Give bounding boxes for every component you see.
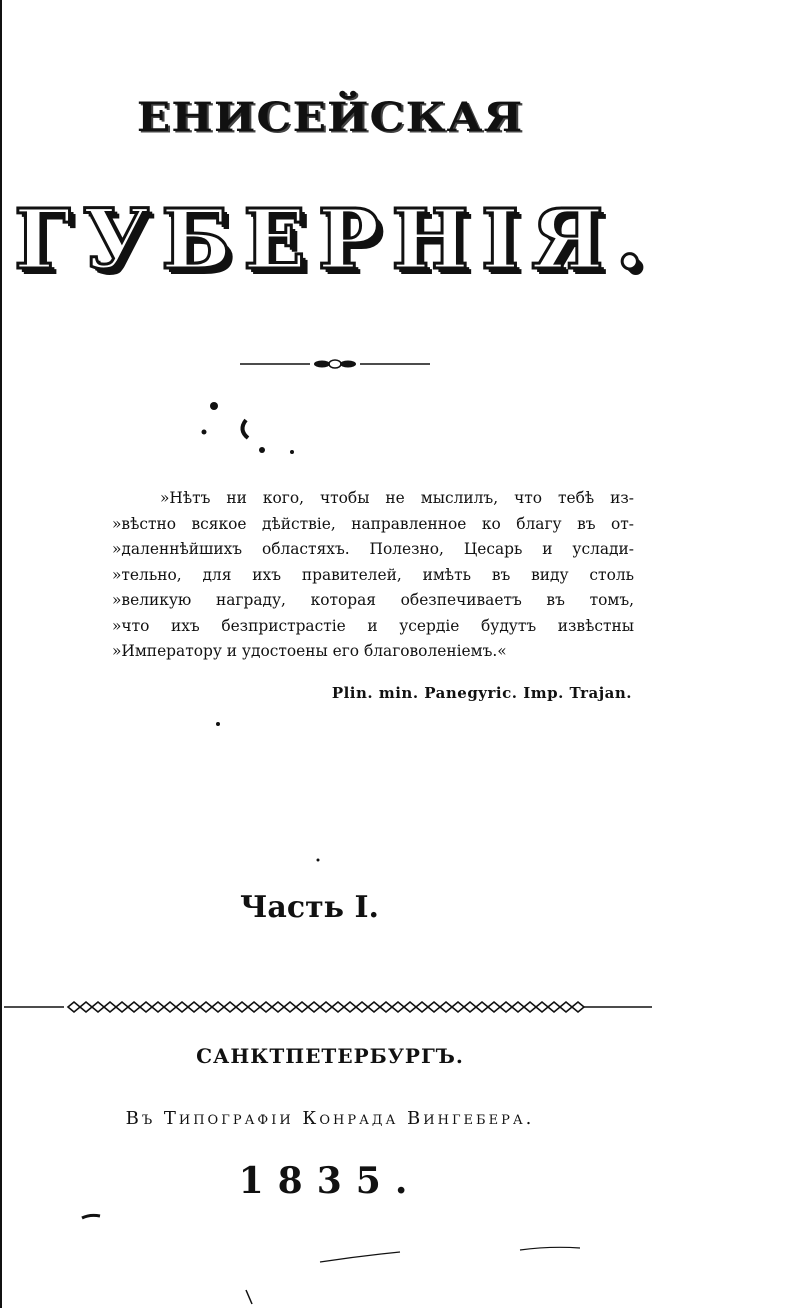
epigraph [112, 486, 634, 665]
chain-link [404, 1002, 416, 1012]
imprint-city: САНКТПЕТЕРБУРГЪ. [196, 1044, 464, 1068]
epigraph-line: »Нѣтъ ни кого, чтобы не мыслилъ, что тебѣ из- [160, 489, 634, 507]
chain-link [440, 1002, 452, 1012]
part-label: Часть I. [240, 890, 379, 925]
title-line-1: ЕНИСЕЙСКАЯ [136, 94, 524, 141]
chain-link [512, 1002, 524, 1012]
chain-link [368, 1002, 380, 1012]
chain-link [116, 1002, 128, 1012]
chain-link [236, 1002, 248, 1012]
chain-link [416, 1002, 428, 1012]
epigraph-attribution: Plin. min. Panegyric. Imp. Trajan. [331, 684, 632, 702]
epigraph-line: »Императору и удостоены его благоволеніемъ.« [112, 642, 507, 660]
chain-link [332, 1002, 344, 1012]
chain-link [548, 1002, 560, 1012]
chain-link [224, 1002, 236, 1012]
chain-link [524, 1002, 536, 1012]
chain-link [296, 1002, 308, 1012]
chain-link [260, 1002, 272, 1012]
chain-link [212, 1002, 224, 1012]
chain-link [164, 1002, 176, 1012]
chain-link [284, 1002, 296, 1012]
chain-link [140, 1002, 152, 1012]
epigraph-line: »великую награду, которая обезпечиваетъ въ томъ, [112, 591, 634, 609]
chain-link [344, 1002, 356, 1012]
chain-link [476, 1002, 488, 1012]
title-line-2: ГУБЕРНІЯ. [14, 192, 657, 288]
imprint-year: 1835. [238, 1160, 422, 1202]
chain-link [176, 1002, 188, 1012]
chain-link [488, 1002, 500, 1012]
chain-link [536, 1002, 548, 1012]
chain-link [80, 1002, 92, 1012]
chain-link [464, 1002, 476, 1012]
epigraph-line: »тельно, для ихъ правителей, имѣть въ виду столь [112, 565, 634, 584]
chain-link [452, 1002, 464, 1012]
imprint-printer: Въ Типографіи Конрада Вингебера. [125, 1108, 535, 1129]
chain-link [92, 1002, 104, 1012]
ornament-rule [240, 356, 430, 372]
epigraph-line: »даленнѣйшихъ областяхъ. Полезно, Цесарь и услади- [112, 540, 634, 558]
chain-link [380, 1002, 392, 1012]
chain-link [200, 1002, 212, 1012]
epigraph-line: »что ихъ безпристрастіе и усердіе будутъ извѣстны [112, 616, 634, 635]
chain-link [560, 1002, 572, 1012]
chain-link [500, 1002, 512, 1012]
chain-link [272, 1002, 284, 1012]
page-left-edge [0, 0, 2, 1308]
diamond-chain-rule [4, 998, 652, 1016]
chain-link [248, 1002, 260, 1012]
epigraph-line: »вѣстно всякое дѣйствіе, направленное ко благу въ от- [112, 514, 634, 533]
chain-link [152, 1002, 164, 1012]
chain-link [572, 1002, 584, 1012]
chain-link [428, 1002, 440, 1012]
chain-link [128, 1002, 140, 1012]
chain-link [68, 1002, 80, 1012]
chain-link [356, 1002, 368, 1012]
chain-link [392, 1002, 404, 1012]
chain-link [308, 1002, 320, 1012]
chain-link [320, 1002, 332, 1012]
chain-link [104, 1002, 116, 1012]
chain-link [188, 1002, 200, 1012]
